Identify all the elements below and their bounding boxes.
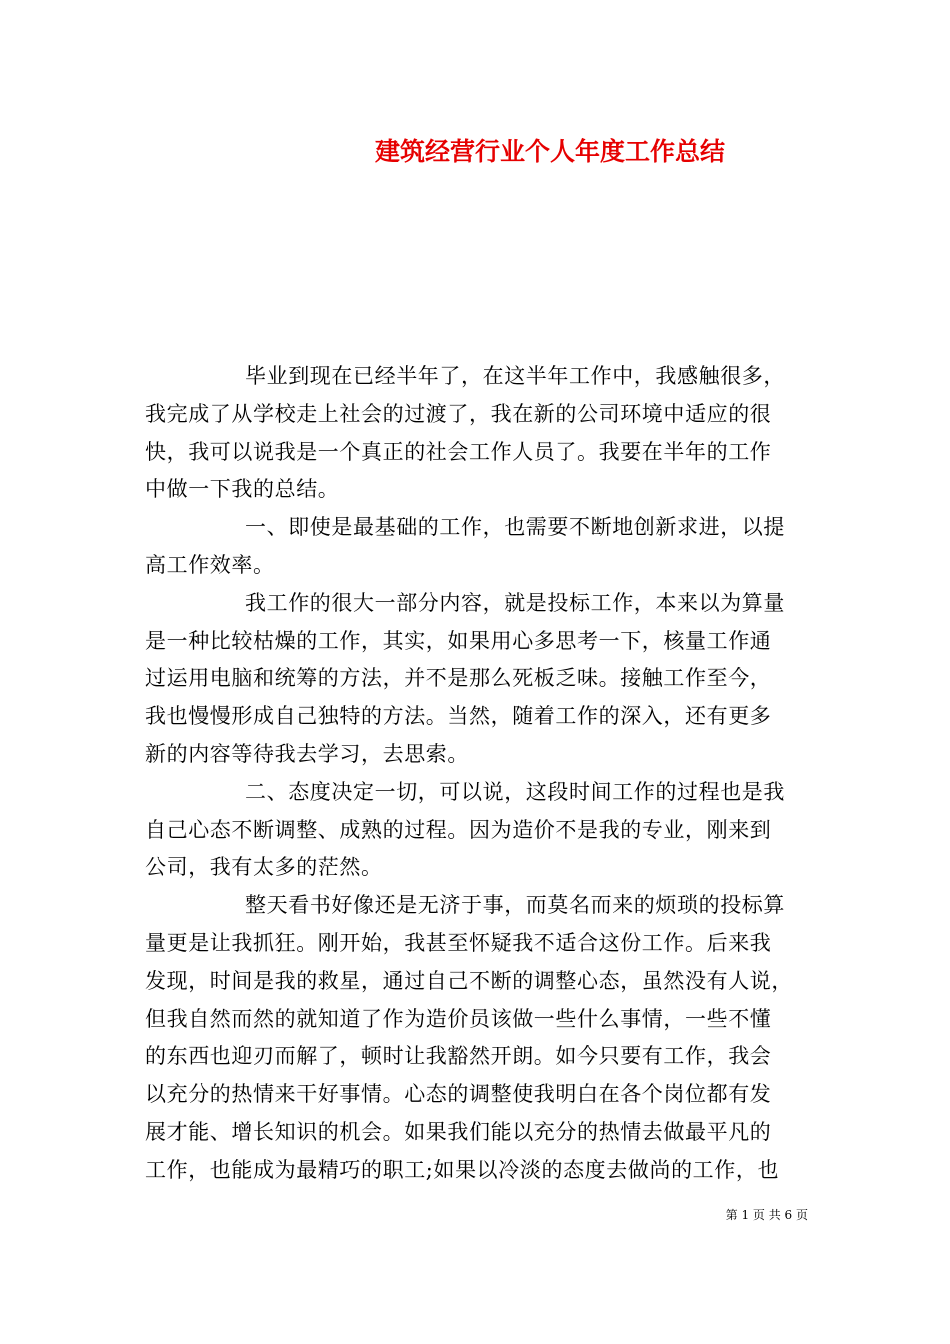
text-line: 中做一下我的总结。 — [145, 477, 340, 502]
text-line: 一、即使是最基础的工作，也需要不断地创新求进，以提 — [245, 515, 785, 540]
text-line: 自己心态不断调整、成熟的过程。因为造价不是我的专业，刚来到 — [145, 817, 772, 842]
text-line: 快，我可以说我是一个真正的社会工作人员了。我要在半年的工作 — [145, 439, 772, 464]
text-line: 但我自然而然的就知道了作为造价员该做一些什么事情，一些不懂 — [145, 1006, 772, 1031]
text-line: 整天看书好像还是无济于事，而莫名而来的烦琐的投标算 — [245, 893, 785, 918]
text-line: 发现，时间是我的救星，通过自己不断的调整心态，虽然没有人说， — [145, 968, 793, 993]
document-title: 建筑经营行业个人年度工作总结 — [374, 137, 725, 166]
document-body — [145, 358, 813, 1190]
text-line: 量更是让我抓狂。刚开始，我甚至怀疑我不适合这份工作。后来我 — [145, 930, 772, 955]
text-line: 新的内容等待我去学习，去思索。 — [145, 741, 469, 766]
text-line: 是一种比较枯燥的工作，其实，如果用心多思考一下，核量工作通 — [145, 628, 772, 653]
text-line: 我工作的很大一部分内容，就是投标工作，本来以为算量 — [245, 590, 785, 615]
text-line: 展才能、增长知识的机会。如果我们能以充分的热情去做最平凡的 — [145, 1119, 772, 1144]
page-number: 第 1 页 共 6 页 — [725, 1208, 808, 1222]
text-line: 高工作效率。 — [145, 552, 275, 577]
text-line: 的东西也迎刃而解了，顿时让我豁然开朗。如今只要有工作，我会 — [145, 1044, 772, 1069]
text-line: 我完成了从学校走上社会的过渡了，我在新的公司环境中适应的很 — [145, 401, 772, 426]
text-line: 二、态度决定一切，可以说，这段时间工作的过程也是我 — [245, 779, 785, 804]
text-line: 公司，我有太多的茫然。 — [145, 855, 383, 880]
text-line: 以充分的热情来干好事情。心态的调整使我明白在各个岗位都有发 — [145, 1082, 772, 1107]
text-line: 毕业到现在已经半年了，在这半年工作中，我感触很多， — [245, 364, 785, 388]
text-line: 工作，也能成为最精巧的职工;如果以冷淡的态度去做尚的工作，也 — [145, 1157, 780, 1182]
text-line: 过运用电脑和统筹的方法，并不是那么死板乏味。接触工作至今， — [145, 666, 772, 691]
text-line: 我也慢慢形成自己独特的方法。当然，随着工作的深入，还有更多 — [145, 704, 772, 729]
